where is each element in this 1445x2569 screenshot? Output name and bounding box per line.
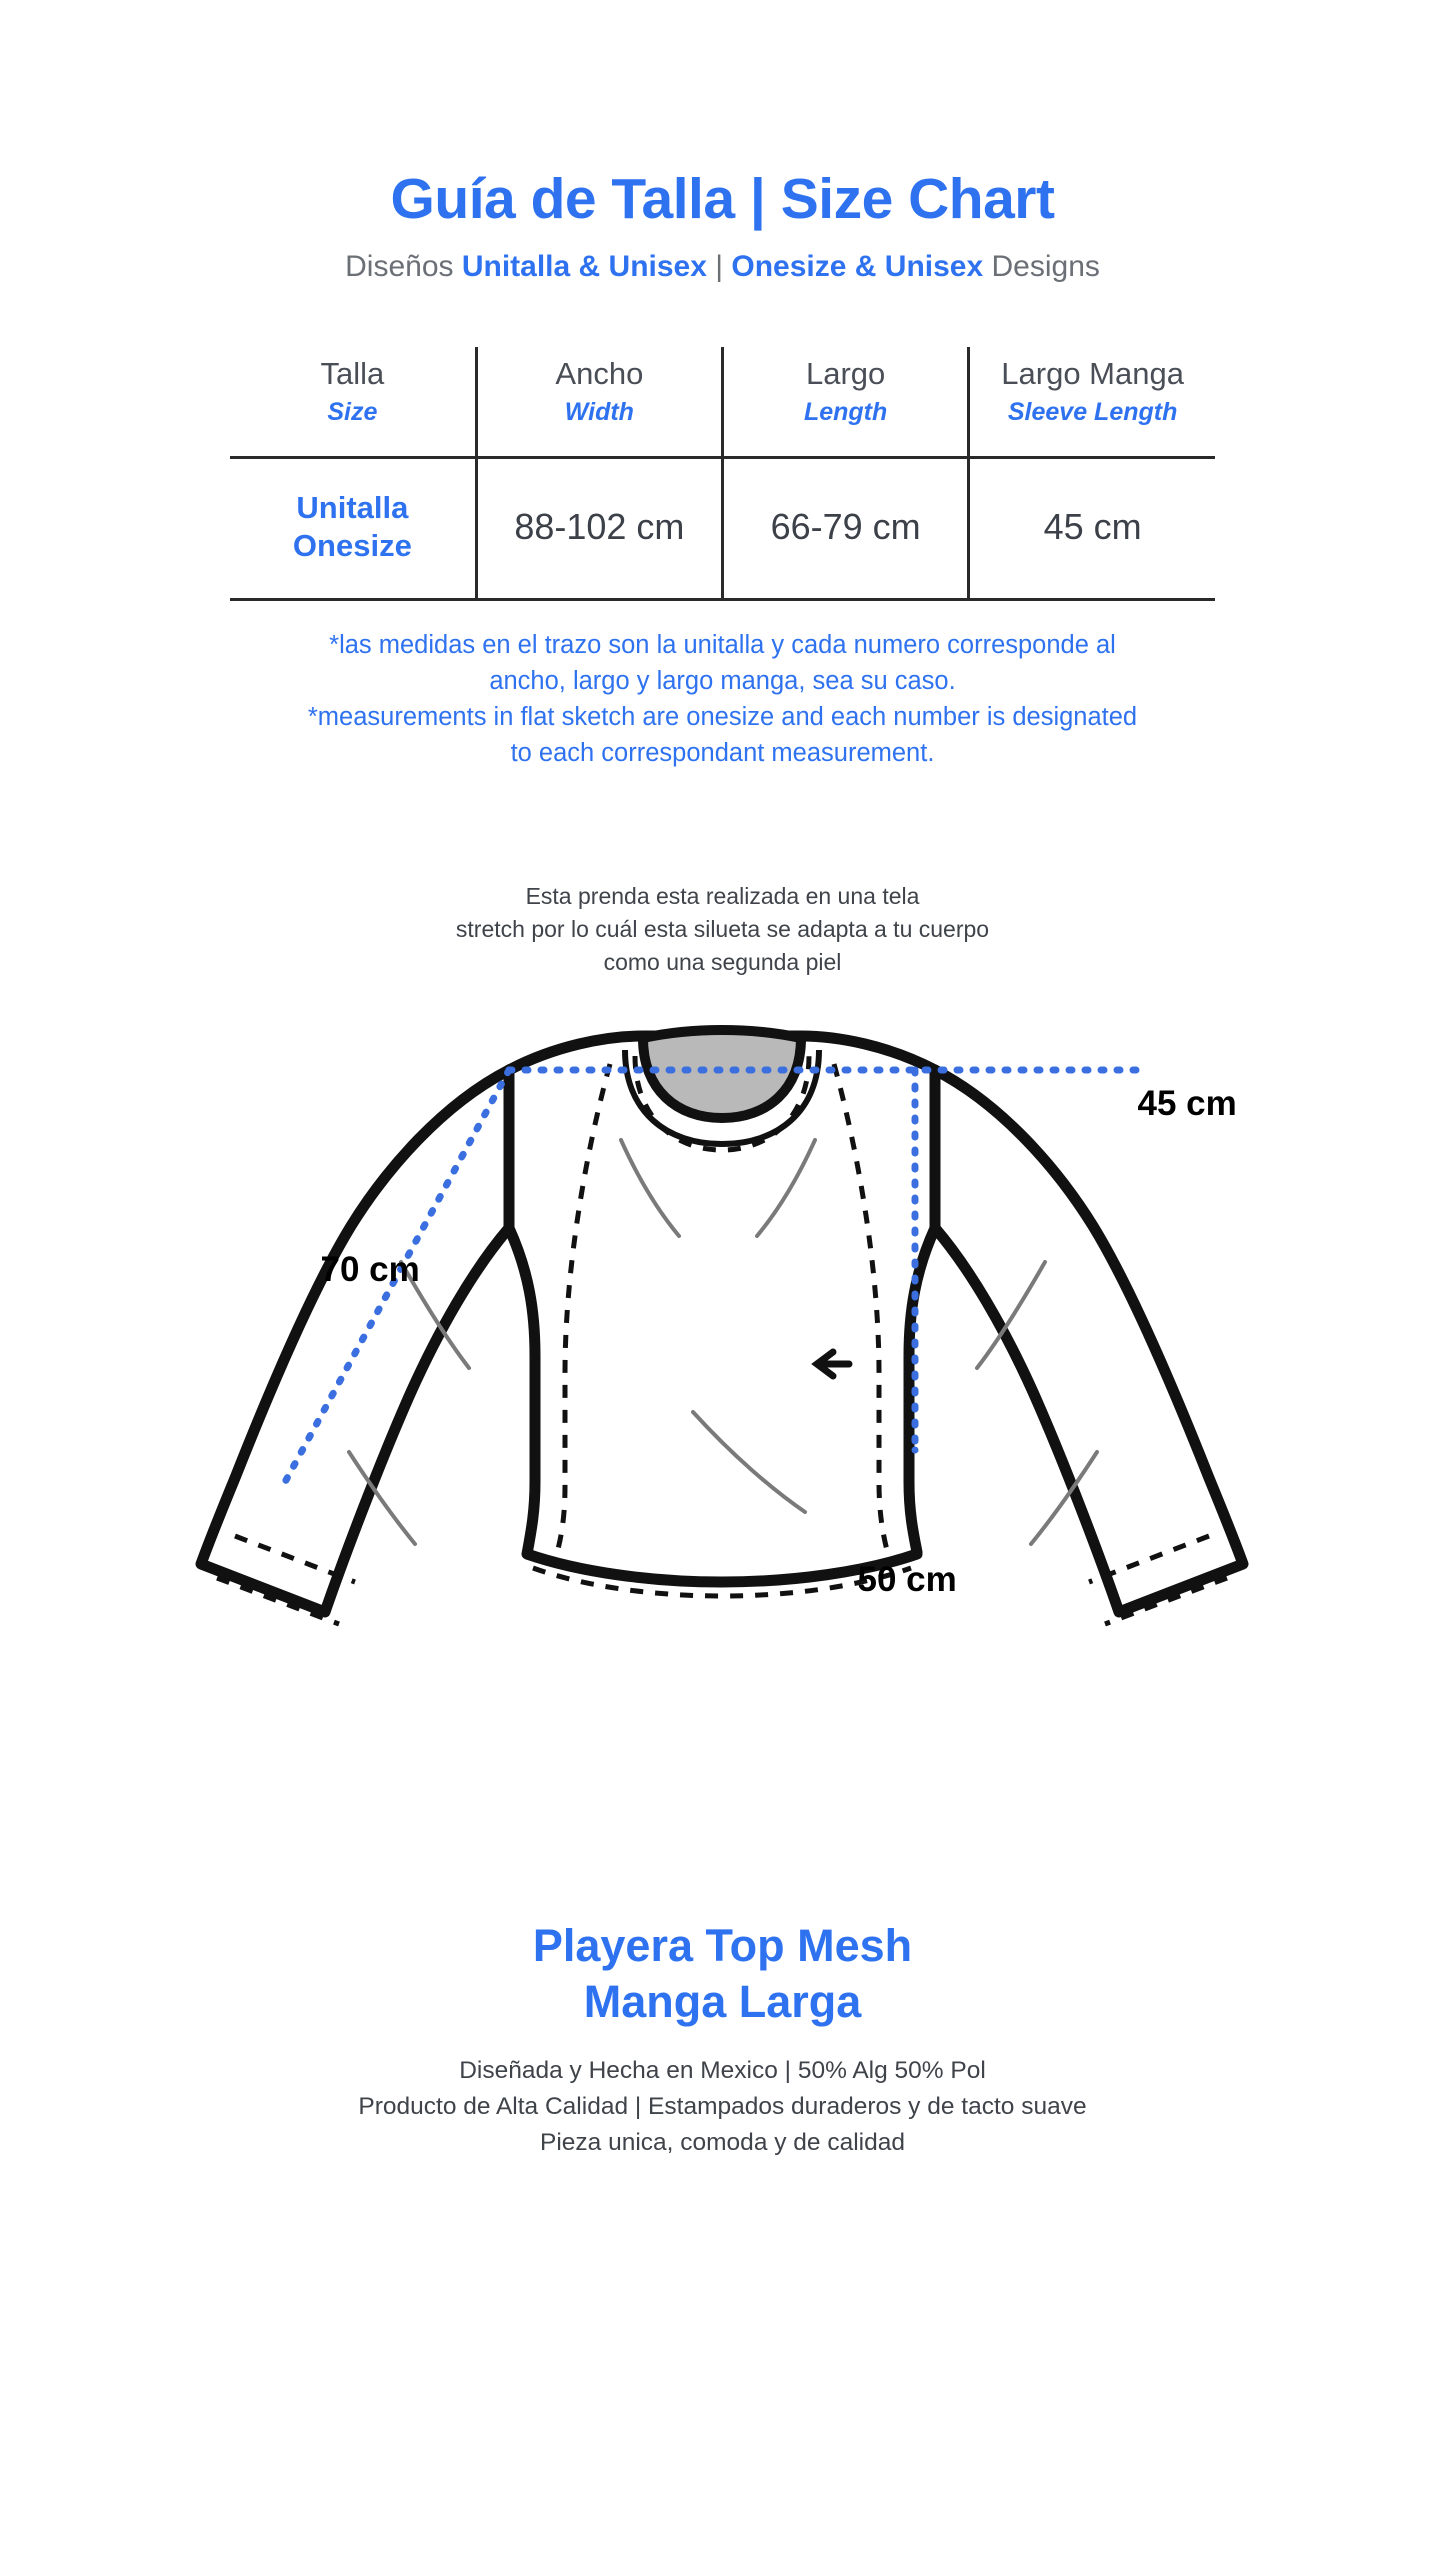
column-header-width-es: Ancho (555, 355, 644, 391)
column-header-sleeve-es: Largo Manga (1001, 355, 1184, 391)
fabric-note-line3: como una segunda piel (603, 949, 842, 976)
size-table-head (230, 347, 1215, 458)
footer-line1: Diseñada y Hecha en Mexico | 50% Alg 50% Pol (459, 2057, 986, 2085)
page-subtitle (0, 249, 1445, 285)
size-table (230, 347, 1215, 601)
note-en-line2: to each correspondant measurement. (510, 739, 935, 768)
product-name-line2: Manga Larga (583, 1976, 862, 2028)
footer-info (173, 2053, 1273, 2161)
fabric-note (273, 880, 1173, 980)
table-row (230, 458, 1215, 599)
header (0, 0, 1445, 285)
fabric-note-line1: Esta prenda esta realizada en una tela (525, 882, 920, 909)
size-table-wrapper (230, 347, 1215, 601)
garment-flat-sketch-svg (173, 1012, 1273, 1912)
column-header-size-es: Talla (320, 355, 385, 391)
note-es-line2: ancho, largo y largo manga, sea su caso. (489, 667, 956, 696)
footer-line2: Producto de Alta Calidad | Estampados duraderos y de tacto suave (358, 2093, 1087, 2121)
dimension-label-width: 50 cm (857, 1559, 957, 1599)
column-header-length-en: Length (803, 398, 888, 427)
measurement-notes (193, 627, 1253, 772)
column-header-sleeve-en: Sleeve Length (1007, 398, 1178, 427)
column-header-size (230, 347, 476, 458)
subtitle-divider: | (706, 249, 732, 283)
note-es-line1: *las medidas en el trazo son la unitalla y cada numero corresponde al (329, 630, 1116, 659)
cell-width: 88-102 cm (476, 458, 722, 599)
cell-size-en: Onesize (292, 527, 412, 563)
dimension-label-length: 70 cm (320, 1249, 420, 1289)
subtitle-bold-es: Unitalla & Unisex (461, 249, 707, 283)
cell-size (230, 458, 476, 599)
subtitle-text-en: Designs (983, 249, 1100, 283)
column-header-sleeve (969, 347, 1215, 458)
column-header-width (476, 347, 722, 458)
column-header-size-en: Size (327, 398, 378, 427)
size-table-body (230, 458, 1215, 599)
neckline (643, 1030, 801, 1118)
dimension-label-sleeve: 45 cm (1137, 1083, 1237, 1123)
fabric-note-line2: stretch por lo cuál esta silueta se adapta a tu cuerpo (455, 915, 990, 942)
column-header-width-en: Width (564, 398, 634, 427)
column-header-length-es: Largo (805, 355, 886, 391)
cell-size-es: Unitalla (296, 490, 409, 526)
table-header-row (230, 347, 1215, 458)
garment-illustration (173, 1012, 1273, 1912)
cell-sleeve: 45 cm (969, 458, 1215, 599)
note-en-line1: *measurements in flat sketch are onesize and each number is designated (307, 703, 1138, 732)
cell-length: 66-79 cm (723, 458, 969, 599)
product-name-line1: Playera Top Mesh (532, 1919, 913, 1971)
column-header-length (723, 347, 969, 458)
page-title: Guía de Talla | Size Chart (390, 167, 1055, 231)
product-name (0, 1918, 1445, 2031)
subtitle-text-es: Diseños (345, 249, 462, 283)
footer-line3: Pieza unica, comoda y de calidad (540, 2129, 905, 2157)
subtitle-bold-en: Onesize & Unisex (731, 249, 984, 283)
